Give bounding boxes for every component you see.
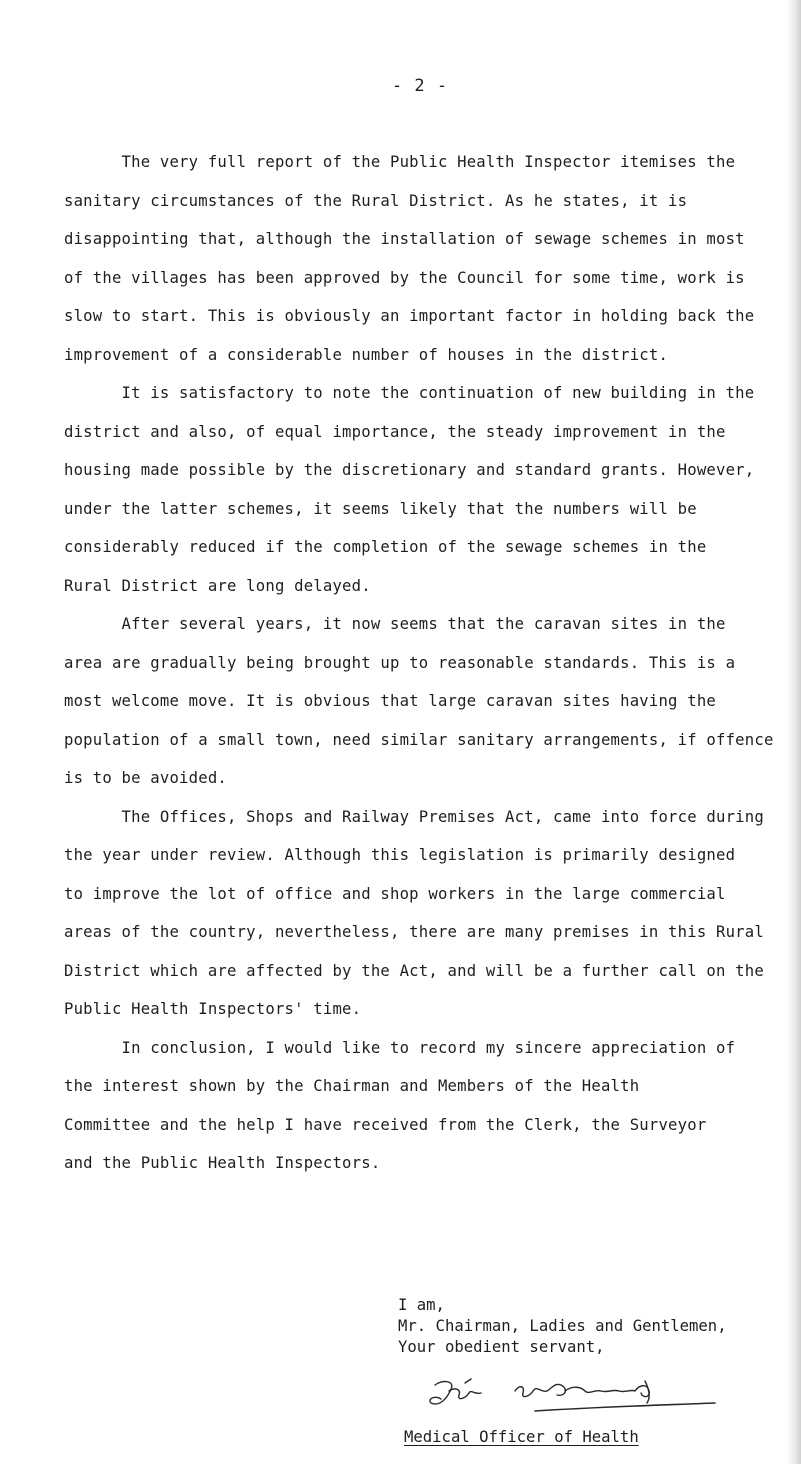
body-line: The very full report of the Public Health Inspector itemises the [64, 153, 736, 171]
page-edge-shadow [787, 0, 801, 1464]
body-line: the interest shown by the Chairman and Members of the Health [64, 1077, 640, 1095]
closing-line-2: Mr. Chairman, Ladies and Gentlemen, [398, 1317, 727, 1335]
closing-line-1: I am, [398, 1296, 445, 1314]
body-line: is to be avoided. [64, 769, 227, 787]
body-line: sanitary circumstances of the Rural District. As he states, it is [64, 191, 688, 210]
body-line: to improve the lot of office and shop workers in the large commercial [64, 884, 726, 903]
body-line: improvement of a considerable number of houses in the district. [64, 345, 669, 364]
body-line: The Offices, Shops and Railway Premises Act, came into force during [64, 807, 764, 826]
closing-line-3: Your obedient servant, [398, 1338, 605, 1356]
body-line: the year under review. Although this legislation is primarily designed [64, 846, 736, 864]
body-line: housing made possible by the discretionary and standard grants. However, [64, 461, 755, 479]
body-line: population of a small town, need similar sanitary arrangements, if offence [64, 730, 774, 749]
body-line: Rural District are long delayed. [64, 576, 371, 595]
body-line: district and also, of equal importance, the steady improvement in the [64, 422, 726, 441]
body-line: District which are affected by the Act, and will be a further call on the [64, 961, 764, 980]
closing-salutation [398, 1295, 727, 1358]
body-line: areas of the country, nevertheless, there are many premises in this Rural [64, 923, 764, 941]
body-line: disappointing that, although the installation of sewage schemes in most [64, 230, 745, 248]
body-line: area are gradually being brought up to reasonable standards. This is a [64, 653, 736, 672]
report-body [64, 143, 779, 1183]
body-line: and the Public Health Inspectors. [64, 1154, 381, 1172]
page-number: - 2 - [391, 76, 449, 96]
body-line: Committee and the help I have received from the Clerk, the Surveyor [64, 1115, 707, 1134]
signatory-title: Medical Officer of Health [404, 1428, 639, 1446]
body-line: slow to start. This is obviously an important factor in holding back the [64, 307, 755, 325]
body-line: It is satisfactory to note the continuation of new building in the [64, 384, 755, 402]
body-line: In conclusion, I would like to record my sincere appreciation of [64, 1038, 736, 1057]
body-line: considerably reduced if the completion of the sewage schemes in the [64, 538, 707, 556]
body-line: Public Health Inspectors' time. [64, 1000, 362, 1018]
body-line: most welcome move. It is obvious that large caravan sites having the [64, 692, 716, 710]
body-line: After several years, it now seems that the caravan sites in the [64, 615, 726, 633]
body-line: of the villages has been approved by the Council for some time, work is [64, 268, 745, 287]
body-line: under the latter schemes, it seems likely that the numbers will be [64, 499, 697, 518]
handwritten-signature [425, 1375, 725, 1425]
